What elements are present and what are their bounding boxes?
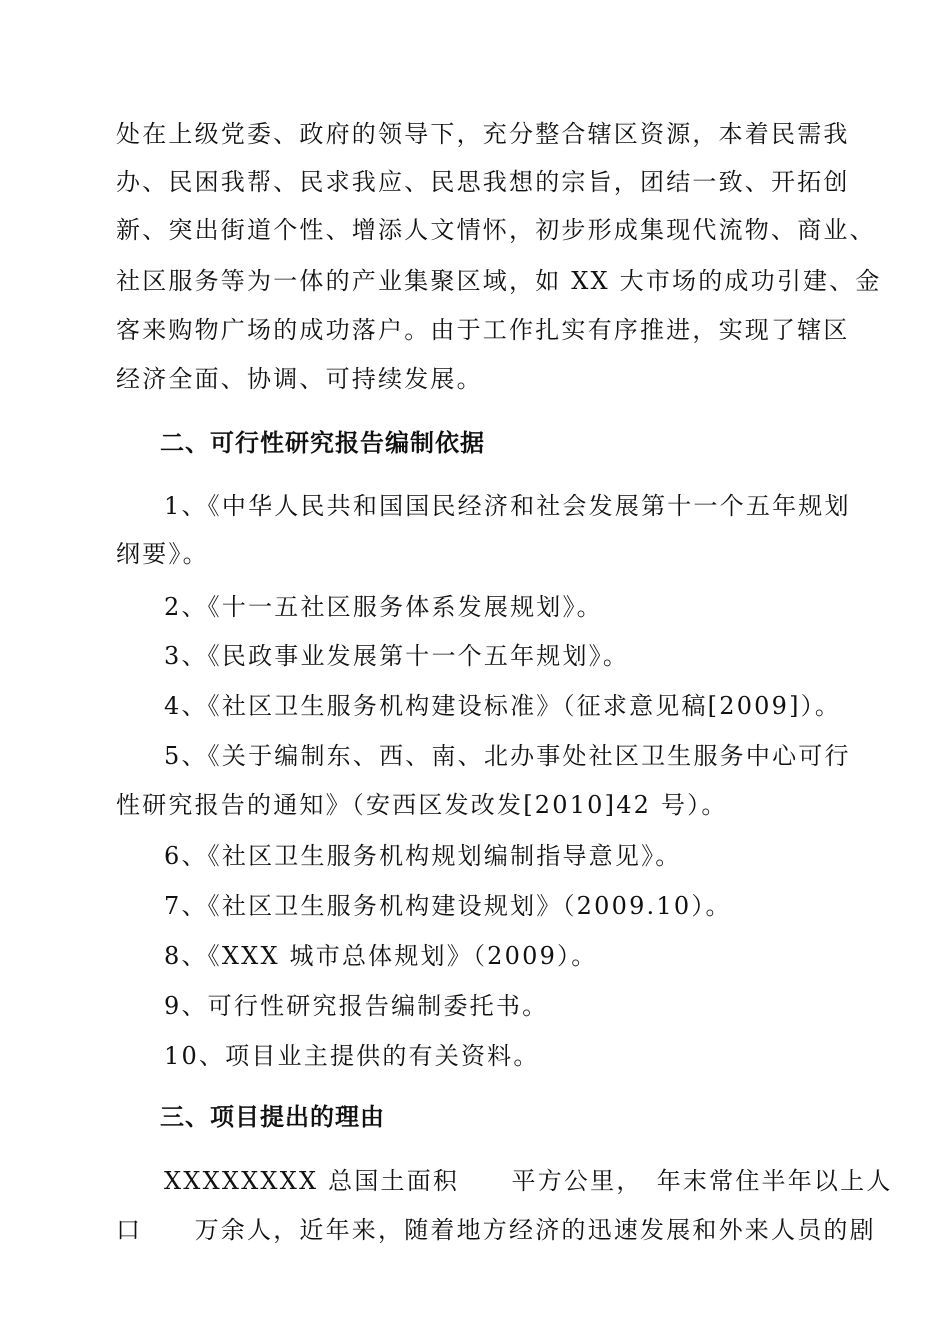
reference-item: 2、《十一五社区服务体系发展规划》。 — [164, 593, 603, 621]
body-line: XXXXXXXX 总国土面积 平方公里， 年末常住半年以上人 — [164, 1167, 893, 1195]
intro-line: 经济全面、协调、可持续发展。 — [116, 365, 483, 393]
reference-item: 10、项目业主提供的有关资料。 — [164, 1042, 540, 1070]
reference-item: 5、《关于编制东、西、南、北办事处社区卫生服务中心可行 — [164, 742, 851, 770]
reference-item: 1、《中华人民共和国国民经济和社会发展第十一个五年规划 — [164, 492, 851, 520]
intro-line: 客来购物广场的成功落户。由于工作扎实有序推进，实现了辖区 — [116, 316, 850, 344]
intro-line: 处在上级党委、政府的领导下，充分整合辖区资源，本着民需我 — [116, 120, 850, 148]
section-heading: 二、可行性研究报告编制依据 — [160, 429, 485, 457]
intro-line: 社区服务等为一体的产业集聚区域，如 XX 大市场的成功引建、金 — [116, 267, 882, 295]
reference-item: 9、可行性研究报告编制委托书。 — [164, 992, 549, 1020]
reference-item: 8、《XXX 城市总体规划》（2009）。 — [164, 942, 598, 970]
reference-item-continuation: 性研究报告的通知》（安西区发改发[2010]42 号）。 — [116, 791, 728, 819]
body-line: 口 万余人，近年来，随着地方经济的迅速发展和外来人员的剧 — [116, 1216, 876, 1244]
section-heading: 三、项目提出的理由 — [160, 1103, 385, 1131]
intro-line: 新、突出街道个性、增添人文情怀，初步形成集现代流物、商业、 — [116, 216, 876, 244]
reference-item-continuation: 纲要》。 — [116, 540, 209, 568]
reference-item: 3、《民政事业发展第十一个五年规划》。 — [164, 642, 630, 670]
reference-item: 6、《社区卫生服务机构规划编制指导意见》。 — [164, 842, 682, 870]
reference-item: 4、《社区卫生服务机构建设标准》（征求意见稿[2009]）。 — [164, 692, 842, 720]
reference-item: 7、《社区卫生服务机构建设规划》（2009.10）。 — [164, 892, 732, 920]
intro-line: 办、民困我帮、民求我应、民思我想的宗旨，团结一致、开拓创 — [116, 168, 850, 196]
